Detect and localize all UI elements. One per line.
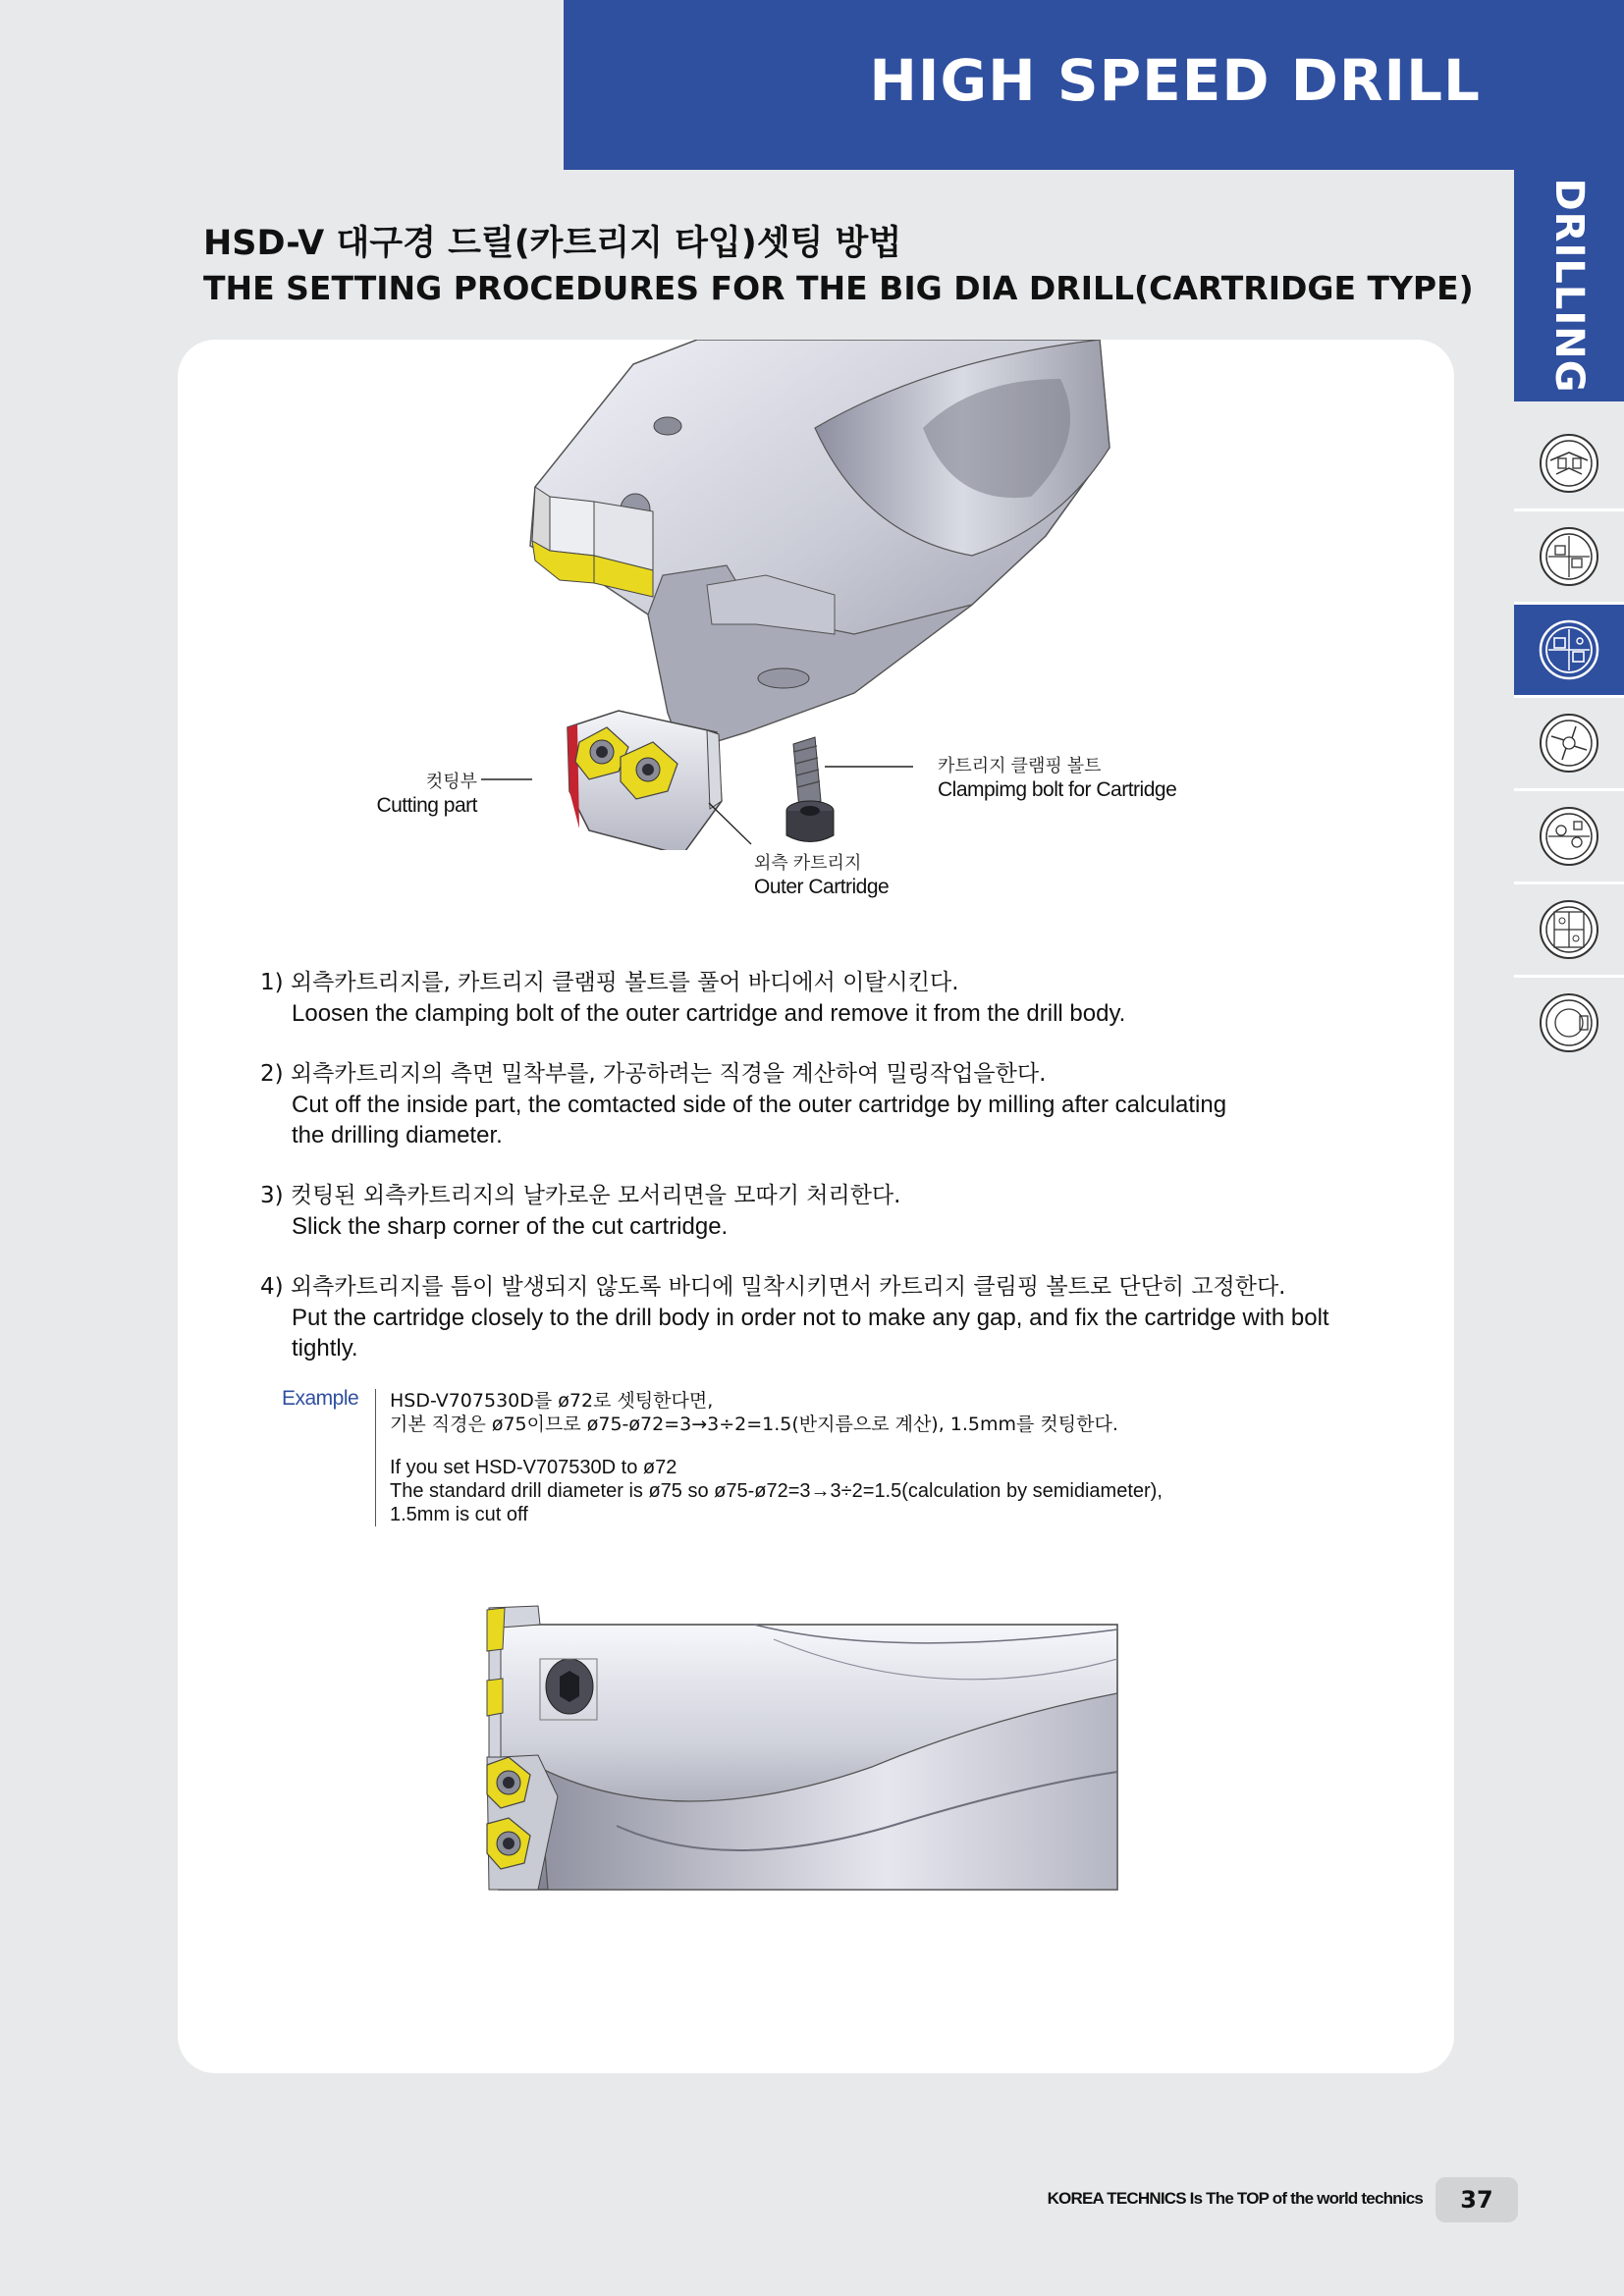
- step-4-en: Put the cartridge closely to the drill body in order not to make any gap, and fix the cartridge with bolt tightly.: [292, 1305, 1329, 1362]
- example-body: [375, 1389, 1352, 1526]
- footer-slogan: KOREA TECHNICS Is The TOP of the world technics: [1047, 2189, 1423, 2208]
- callout-clamping-bolt-kr: 카트리지 클램핑 볼트: [938, 756, 1102, 775]
- drill-head-icon: [1537, 897, 1601, 962]
- example-kr-line-1: HSD-V707530D를 ø72로 셋팅한다면,: [390, 1390, 714, 1412]
- side-nav-item-1[interactable]: [1514, 418, 1624, 508]
- callout-outer-cartridge-en: Outer Cartridge: [754, 876, 890, 898]
- callout-clamping-bolt: [938, 754, 1176, 803]
- step-1-en: Loosen the clamping bolt of the outer cartridge and remove it from the drill body.: [292, 1000, 1126, 1027]
- side-tab[interactable]: [1514, 170, 1624, 401]
- step-2: [260, 1058, 1419, 1150]
- example-en-line-1: If you set HSD-V707530D to ø72: [390, 1457, 677, 1478]
- side-nav-item-5[interactable]: [1514, 791, 1624, 881]
- title-block: [203, 221, 1474, 311]
- example-label: Example: [282, 1387, 359, 1410]
- header-title: HIGH SPEED DRILL: [869, 47, 1481, 114]
- drill-head-icon: [1537, 617, 1601, 682]
- callout-lines: [471, 746, 962, 864]
- example-en-line-2: The standard drill diameter is ø75 so ø75-ø72=3→3÷2=1.5(calculation by semidiameter),: [390, 1480, 1163, 1502]
- step-3-kr: 3) 컷팅된 외측카트리지의 날카로운 모서리면을 모따기 처리한다.: [260, 1183, 901, 1208]
- callout-cutting-part: [376, 770, 477, 819]
- assembled-drill-illustration: [479, 1600, 1127, 1919]
- step-2-kr: 2) 외측카트리지의 측면 밀착부를, 가공하려는 직경을 계산하여 밀링작업을한다.: [260, 1061, 1047, 1087]
- page-title-english: THE SETTING PROCEDURES FOR THE BIG DIA DRILL(CARTRIDGE TYPE): [203, 269, 1474, 307]
- callout-outer-cartridge: [754, 851, 889, 900]
- drill-head-icon: [1537, 524, 1601, 589]
- side-nav: [1514, 418, 1624, 1068]
- callout-cutting-part-kr: 컷팅부: [425, 772, 477, 791]
- step-4-kr: 4) 외측카트리지를 틈이 발생되지 않도록 바디에 밀착시키면서 카트리지 클림핑 볼트로 단단히 고정한다.: [260, 1274, 1286, 1300]
- drill-head-icon: [1537, 431, 1601, 496]
- drill-head-icon: [1537, 711, 1601, 775]
- example-en-line-3: 1.5mm is cut off: [390, 1504, 528, 1525]
- step-2-en: Cut off the inside part, the comtacted side of the outer cartridge by milling after calculating the drilling diameter.: [292, 1092, 1227, 1148]
- step-3: [260, 1180, 1419, 1242]
- header-band: [564, 0, 1624, 170]
- side-nav-item-2[interactable]: [1514, 511, 1624, 602]
- page-title-korean: HSD-V 대구경 드릴(카트리지 타입)셋팅 방법: [203, 224, 902, 263]
- callout-outer-cartridge-kr: 외측 카트리지: [754, 853, 862, 873]
- drill-head-icon: [1537, 804, 1601, 869]
- example-kr-line-2: 기본 직경은 ø75이므로 ø75-ø72=3→3÷2=1.5(반지름으로 계산), 1.5mm를 컷팅한다.: [390, 1414, 1118, 1435]
- step-1: [260, 967, 1419, 1029]
- drill-head-icon: [1537, 990, 1601, 1055]
- callout-cutting-part-en: Cutting part: [376, 794, 477, 817]
- side-nav-item-7[interactable]: [1514, 978, 1624, 1068]
- side-nav-item-4[interactable]: [1514, 698, 1624, 788]
- step-1-kr: 1) 외측카트리지를, 카트리지 클램핑 볼트를 풀어 바디에서 이탈시킨다.: [260, 970, 959, 995]
- step-3-en: Slick the sharp corner of the cut cartridge.: [292, 1213, 729, 1240]
- side-tab-label: DRILLING: [1546, 178, 1592, 394]
- side-nav-item-6[interactable]: [1514, 884, 1624, 975]
- page-number: 37: [1435, 2177, 1518, 2222]
- callout-clamping-bolt-en: Clampimg bolt for Cartridge: [938, 778, 1177, 801]
- procedure-steps: [260, 967, 1419, 1393]
- side-nav-item-3[interactable]: [1514, 605, 1624, 695]
- step-4: [260, 1271, 1419, 1363]
